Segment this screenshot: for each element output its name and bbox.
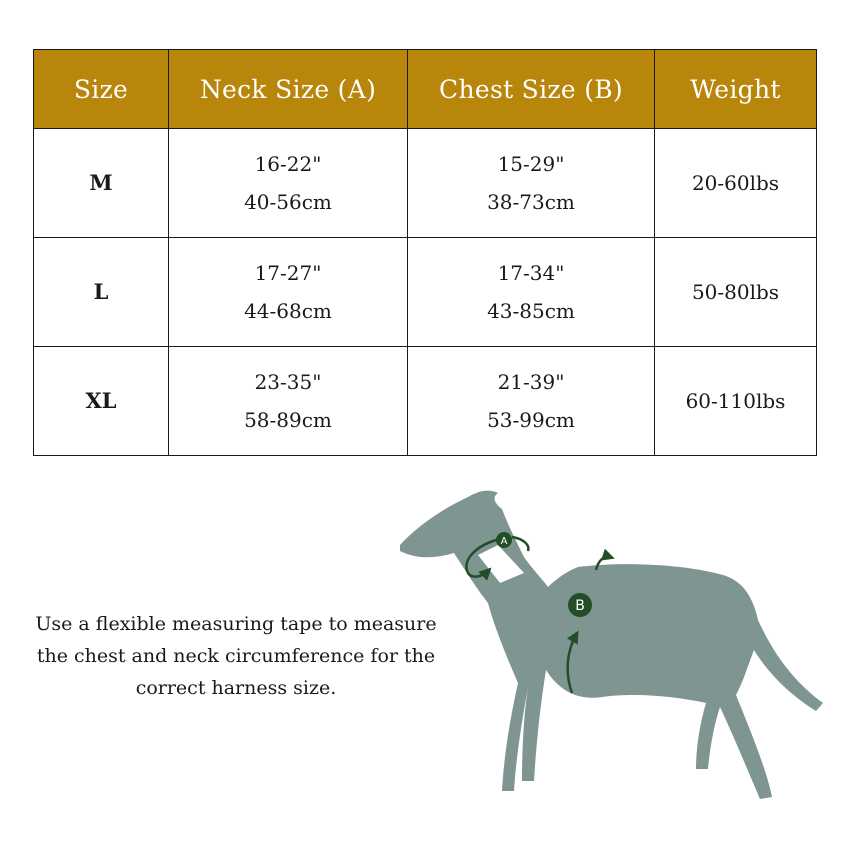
size-chart-table [33, 49, 817, 456]
size-cell: M [34, 129, 169, 238]
neck-cm: 58-89cm [244, 408, 332, 432]
neck-marker-label: A [500, 536, 508, 547]
neck-inches: 17-27" [254, 261, 322, 285]
greyhound-measurement-diagram [398, 485, 828, 805]
instructions-line: correct harness size. [135, 677, 337, 699]
neck-cell [169, 238, 408, 347]
table-row [34, 129, 817, 238]
neck-cm: 44-68cm [244, 299, 332, 323]
neck-cm: 40-56cm [244, 190, 332, 214]
header-size: Size [34, 50, 169, 129]
neck-inches: 16-22" [254, 152, 322, 176]
chest-inches: 17-34" [497, 261, 565, 285]
header-weight: Weight [655, 50, 817, 129]
neck-inches: 23-35" [254, 370, 322, 394]
measuring-instructions [20, 608, 452, 704]
neck-cell [169, 347, 408, 456]
header-chest-size: Chest Size (B) [408, 50, 655, 129]
weight-cell: 20-60lbs [655, 129, 817, 238]
chest-cm: 43-85cm [487, 299, 575, 323]
size-cell: L [34, 238, 169, 347]
chest-cm: 38-73cm [487, 190, 575, 214]
table-row [34, 347, 817, 456]
chest-cell [408, 347, 655, 456]
chest-marker-label: B [575, 598, 585, 614]
chest-cell [408, 238, 655, 347]
dog-silhouette-icon [400, 491, 823, 799]
chest-inches: 15-29" [497, 152, 565, 176]
header-neck-size: Neck Size (A) [169, 50, 408, 129]
instructions-line: the chest and neck circumference for the [36, 645, 436, 667]
chest-cell [408, 129, 655, 238]
chest-cm: 53-99cm [487, 408, 575, 432]
weight-cell: 60-110lbs [655, 347, 817, 456]
table-header-row [34, 50, 817, 129]
chest-inches: 21-39" [497, 370, 565, 394]
size-cell: XL [34, 347, 169, 456]
instructions-line: Use a flexible measuring tape to measure [35, 613, 437, 635]
neck-cell [169, 129, 408, 238]
weight-cell: 50-80lbs [655, 238, 817, 347]
table-row [34, 238, 817, 347]
